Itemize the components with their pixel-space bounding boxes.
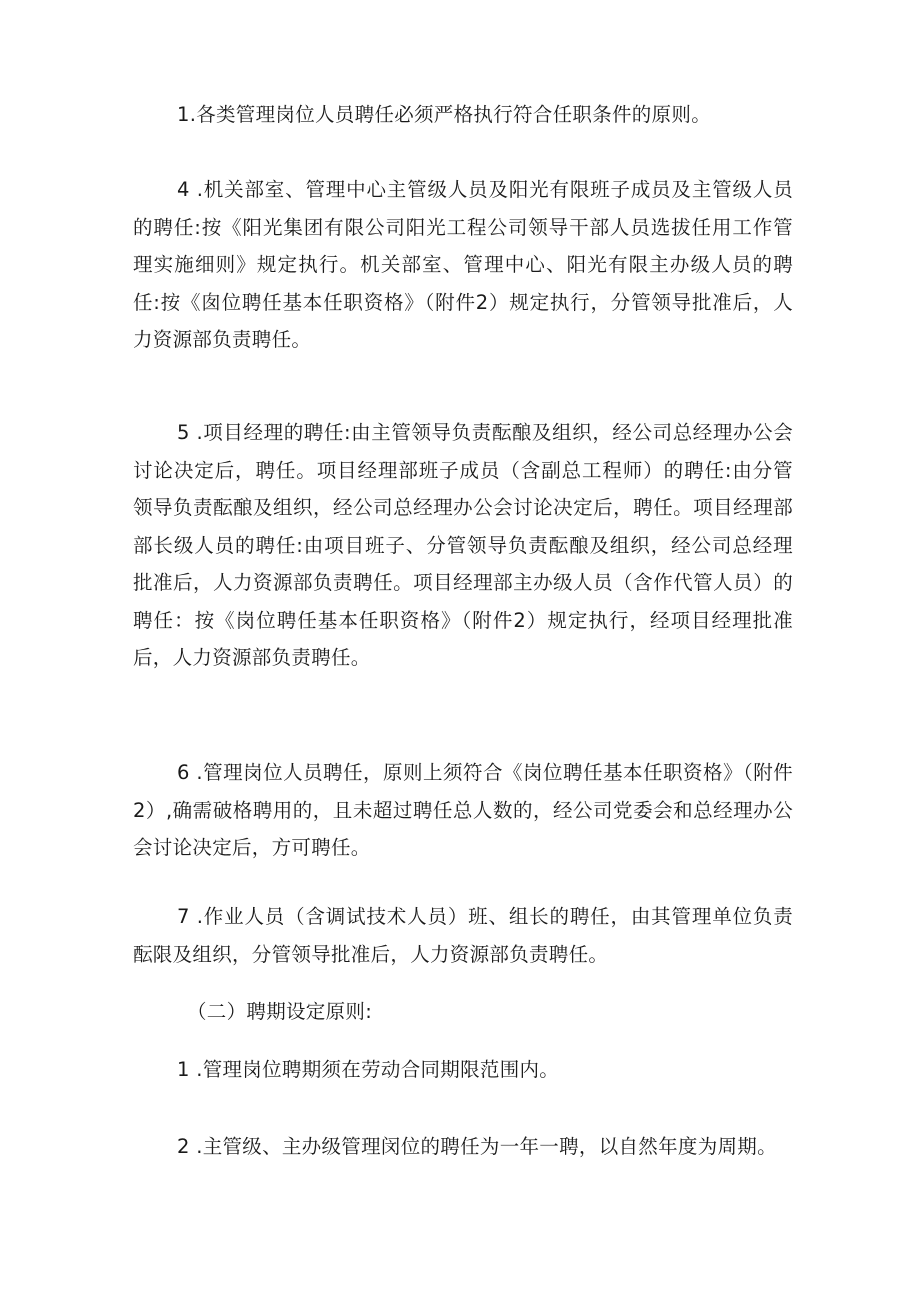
paragraph-term-2: 2 .主管级、主办级管理闵位的聘任为一年一聘，以自然年度为周期。 [177, 1135, 777, 1158]
paragraph-item-5: 5 .项目经理的聘任:由主管领导负责酝酿及组织，经公司总经理办公会讨论决定后，聘任。项目经理部班子成员（含副总工程师）的聘任:由分管领导负责酝酿及组织，经公司总经理办公会讨论决定后，聘任。项目经理部部长级人员的聘任:由项目班子、分管领导负责酝酿及组织，经公司总经理批准后，人力资源部负责聘任。项目经理部主办级人员（含作代管人员）的聘任：按《岗位聘任基本任职资格》（附件2）规定执行，经项目经理批准后，人力资源部负责聘任。 [133, 421, 793, 669]
paragraph-item-4: 4 .机关部室、管理中心主管级人员及阳光有限班子成员及主管级人员的聘任:按《阳光集团有限公司阳光工程公司领导干部人员选拔任用工作管理实施细则》规定执行。机关部室、管理中心、阳光有限主办级人员的聘任:按《囱位聘任基本任职资格》（附件2）规定执行，分管领导批准后，人力资源部负责聘任。 [133, 178, 793, 351]
paragraph-item-7: 7 .作业人员（含调试技术人员）班、组长的聘任，由其管理单位负责酝限及组织，分管领导批准后，人力资源部负责聘任。 [133, 905, 793, 966]
paragraph-term-1: 1 .管理岗位聘期须在劳动合同期限范围内。 [177, 1058, 560, 1081]
paragraph-principle-1: 1.各类管理岗位人员聘任必须严格执行符合任职条件的原则。 [177, 103, 712, 126]
paragraph-item-6: 6 .管理岗位人员聘任，原则上须符合《岗位聘任基本任职资格》（附件2）,确需破格聘用的，且未超过聘任总人数的，经公司党委会和总经理办公会讨论决定后，方可聘任。 [133, 761, 793, 859]
section-heading-term-setting: （二）聘期设定原则: [187, 1000, 373, 1023]
